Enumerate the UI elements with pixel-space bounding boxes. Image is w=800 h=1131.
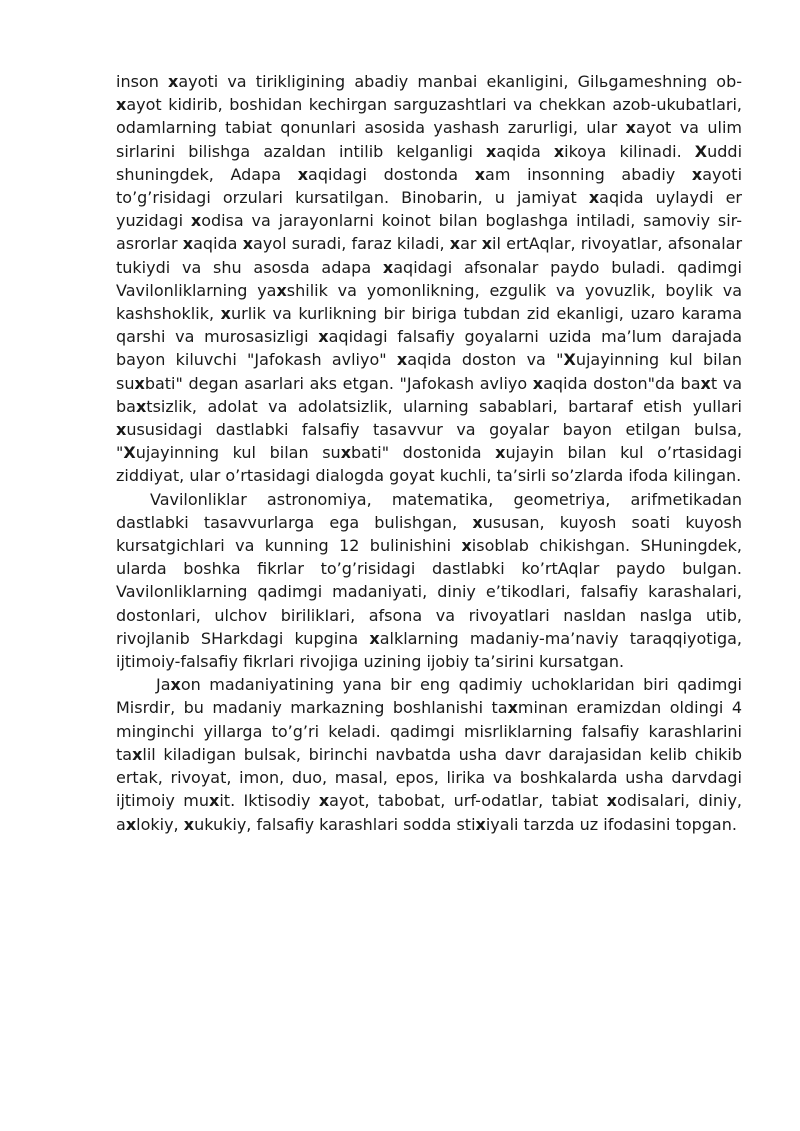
bold-letter: x [481,234,493,254]
bold-letter: x [691,164,703,184]
bold-letter: x [170,675,181,695]
bold-letter: x [209,791,220,811]
paragraph-1: inson xayoti va tirikligining abadiy manbai ekanligini, Gilьgameshning ob-xayot kidirib, boshidan kechirgan sarguzashtlari va chekkan azob-ukubatlari, odamlarning tabiat qonunlari asosida yashash zarurligi, ular xayot va ulim sirlarini bilishga azaldan intilib kelganligi xaqida xikoya kilinadi. Xuddi shuningdek, Adapa xaqidagi dostonda xam insonning abadiy xayoti to’g’risidagi orzulari kursatilgan. Binobarin, u jamiyat xaqida uylaydi er yuzidagi xodisa va jarayonlarni koinot bilan boglashga intiladi, samoviy sir-asrorlar xaqida xayol suradi, faraz kiladi, xar xil ertAqlar, rivoyatlar, afsonalar tukiydi va shu asosda adapa xaqidagi afsonalar paydo buladi. qadimgi Vavilonliklarning yaxshilik va yomonlikning, ezgulik va yovuzlik, boylik va kashshoklik, xurlik va kurlikning bir biriga tubdan zid ekanligi, uzaro karama qarshi va murosasizligi xaqidagi falsafiy goyalarni uzida ma’lum darajada bayon kiluvchi "Jafokash avliyo" xaqida doston va "Xujayinning kul bilan suxbati" degan asarlari aks etgan. "Jafokash avliyo xaqida doston"da baxt va baxtsizlik, adolat va adolatsizlik, ularning sabablari, bartaraf etish yullari xususidagi dastlabki falsafiy tasavvur va goyalar bayon etilgan bulsa, "Xujayinning kul bilan suxbati" dostonida xujayin bilan kul o’rtasidagi ziddiyat, ular o’rtasidagi dialogda goyat kuchli, ta’sirli so’zlarda ifoda kilingan. [116,72,743,486]
bold-letter: x [495,443,506,463]
bold-letter: x [297,164,309,184]
bold-letter: x [116,95,127,115]
bold-letter: x [318,791,330,811]
bold-letter: x [700,373,711,393]
bold-letter: x [461,536,472,556]
bold-letter: x [182,234,194,254]
bold-letter: x [486,141,497,161]
bold-letter: x [318,327,329,347]
bold-letter: x [242,234,254,254]
bold-letter: X [694,141,708,161]
bold-letter: x [190,211,202,231]
bold-letter: x [474,164,486,184]
bold-letter: x [168,72,179,91]
bold-letter: X [563,350,576,370]
bold-letter: x [625,118,636,138]
bold-letter: x [606,791,617,811]
paragraph-2: Vavilonliklar astronomiya, matematika, geometriya, arifmetikadan dastlabki tasavvurlarga ega bulishgan, xususan, kuyosh soati kuyosh kursatgichlari va kunning 12 bulinishini xisoblab chikishgan. SHuningdek, ularda boshka fikrlar to’g’risidagi dastlabki ko’rtAqlar paydo bulgan. Vavilonliklarning qadimgi madaniyati, diniy e’tikodlari, falsafiy karashalari, dostonlari, ulchov birilikIari, afsona va rivoyatlari nasldan naslga utib, rivojlanib SHarkdagi kupgina xalklarning madaniy-ma’naviy taraqqiyotiga, ijtimoiy-falsafiy fikrlari rivojiga uzining ijobiy ta’sirini kursatgan. [116,489,743,672]
bold-letter: x [340,443,352,463]
bold-letter: x [553,141,565,161]
bold-letter: x [396,350,408,370]
bold-letter: x [532,373,544,393]
bold-letter: x [472,512,483,532]
bold-letter: x [132,744,143,764]
bold-letter: x [382,257,394,277]
bold-letter: x [449,234,461,254]
bold-letter: x [507,698,518,718]
bold-letter: x [134,373,145,393]
bold-letter: x [125,814,137,834]
bold-letter: x [116,420,127,440]
bold-letter: x [220,304,231,324]
bold-letter: x [588,188,600,208]
bold-letter: x [135,396,147,416]
paragraph-3: Jaxon madaniyatining yana bir eng qadimiy uchoklaridan biri qadimgi Misrdir, bu madaniy markazning boshlanishi taxminan eramizdan oldingi 4 minginchi yillarga to’g’ri keladi. qadimgi misrliklarning falsafiy karashlarini taxlil kiladigan bulsak, birinchi navbatda usha davr darajasidan kelib chikib ertak, rivoyat, imon, duo, masal, epos, lirika va boshkalarda usha darvdagi ijtimoiy muxit. Iktisodiy xayot, tabobat, urf-odatlar, tabiat xodisalari, diniy, axlokiy, xukukiy, falsafiy karashlari sodda stixiyali tarzda uz ifodasini topgan. [116,675,743,834]
bold-letter: x [276,280,287,300]
bold-letter: X [123,443,136,463]
bold-letter: x [369,628,380,648]
bold-letter: x [183,814,195,834]
bold-letter: x [475,814,486,834]
